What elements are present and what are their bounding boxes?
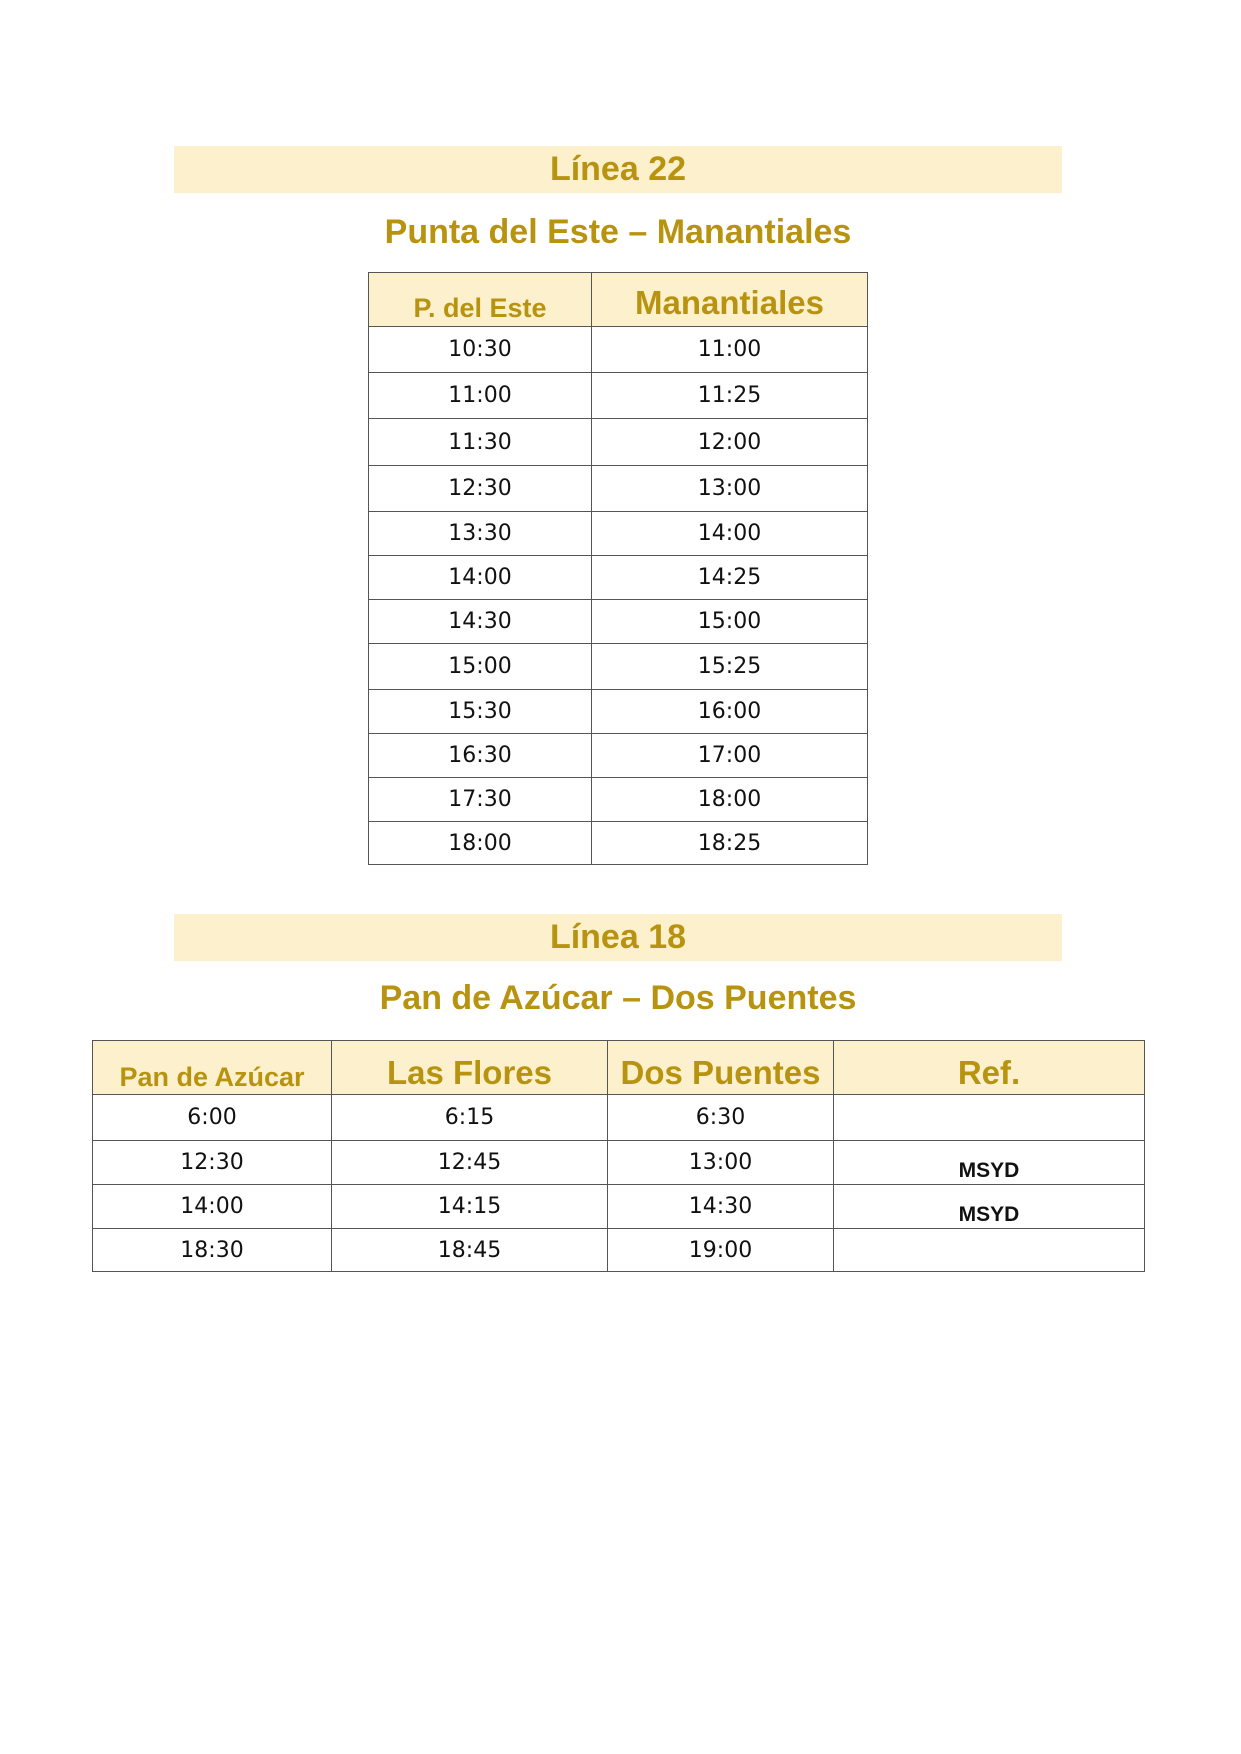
table-row [369, 327, 868, 373]
line22-departure-time: 12:30 [369, 466, 592, 512]
line18-header-las-flores: Las Flores [332, 1041, 608, 1095]
line22-departure-time: 11:30 [369, 419, 592, 466]
table-row [93, 1185, 1145, 1229]
table-row [93, 1141, 1145, 1185]
table-row [369, 600, 868, 644]
line22-arrival-time: 15:25 [592, 644, 868, 690]
line18-route-title: Pan de Azúcar – Dos Puentes [379, 979, 857, 1017]
table-row [93, 1095, 1145, 1141]
line22-departure-time: 14:00 [369, 556, 592, 600]
line22-departure-time: 11:00 [369, 373, 592, 419]
line18-ref-cell: MSYD [834, 1185, 1145, 1229]
line22-header-manantiales: Manantiales [592, 273, 868, 327]
table-row [369, 466, 868, 512]
line18-ref-cell [834, 1095, 1145, 1141]
line18-las-flores-time: 12:45 [332, 1141, 608, 1185]
line22-arrival-time: 14:00 [592, 512, 868, 556]
line22-departure-time: 10:30 [369, 327, 592, 373]
line22-arrival-time: 16:00 [592, 690, 868, 734]
line18-dos-puentes-time: 6:30 [608, 1095, 834, 1141]
line18-title: Línea 18 [549, 918, 687, 956]
line18-las-flores-time: 14:15 [332, 1185, 608, 1229]
line18-pan-de-azucar-time: 6:00 [93, 1095, 332, 1141]
line18-dos-puentes-time: 13:00 [608, 1141, 834, 1185]
line22-departure-time: 15:00 [369, 644, 592, 690]
line22-header-row [369, 273, 868, 327]
line22-arrival-time: 13:00 [592, 466, 868, 512]
line22-arrival-time: 12:00 [592, 419, 868, 466]
line22-departure-time: 15:30 [369, 690, 592, 734]
line22-arrival-time: 11:25 [592, 373, 868, 419]
line18-pan-de-azucar-time: 14:00 [93, 1185, 332, 1229]
line22-arrival-time: 17:00 [592, 734, 868, 778]
table-row [369, 734, 868, 778]
line18-header-ref: Ref. [834, 1041, 1145, 1095]
line18-ref-cell [834, 1229, 1145, 1272]
line22-arrival-time: 14:25 [592, 556, 868, 600]
table-row [369, 373, 868, 419]
table-row [369, 556, 868, 600]
table-row [369, 512, 868, 556]
line22-header-p-del-este: P. del Este [369, 273, 592, 327]
line22-departure-time: 17:30 [369, 778, 592, 822]
line22-departure-time: 14:30 [369, 600, 592, 644]
table-row [369, 822, 868, 865]
table-row [369, 778, 868, 822]
line22-departure-time: 13:30 [369, 512, 592, 556]
line18-las-flores-time: 6:15 [332, 1095, 608, 1141]
line18-pan-de-azucar-time: 12:30 [93, 1141, 332, 1185]
line22-route-title: Punta del Este – Manantiales [384, 213, 852, 251]
line18-schedule-table [92, 1040, 1145, 1272]
line18-dos-puentes-time: 14:30 [608, 1185, 834, 1229]
table-row [369, 419, 868, 466]
line18-pan-de-azucar-time: 18:30 [93, 1229, 332, 1272]
line18-header-row [93, 1041, 1145, 1095]
line18-las-flores-time: 18:45 [332, 1229, 608, 1272]
table-row [93, 1229, 1145, 1272]
table-row [369, 690, 868, 734]
line22-arrival-time: 18:00 [592, 778, 868, 822]
line22-departure-time: 18:00 [369, 822, 592, 865]
line22-title: Línea 22 [549, 150, 687, 188]
line22-arrival-time: 18:25 [592, 822, 868, 865]
line22-arrival-time: 15:00 [592, 600, 868, 644]
line18-header-pan-de-azucar: Pan de Azúcar [93, 1041, 332, 1095]
line22-departure-time: 16:30 [369, 734, 592, 778]
line22-schedule-table [368, 272, 868, 865]
table-row [369, 644, 868, 690]
line18-dos-puentes-time: 19:00 [608, 1229, 834, 1272]
line22-arrival-time: 11:00 [592, 327, 868, 373]
line18-ref-cell: MSYD [834, 1141, 1145, 1185]
line18-header-dos-puentes: Dos Puentes [608, 1041, 834, 1095]
